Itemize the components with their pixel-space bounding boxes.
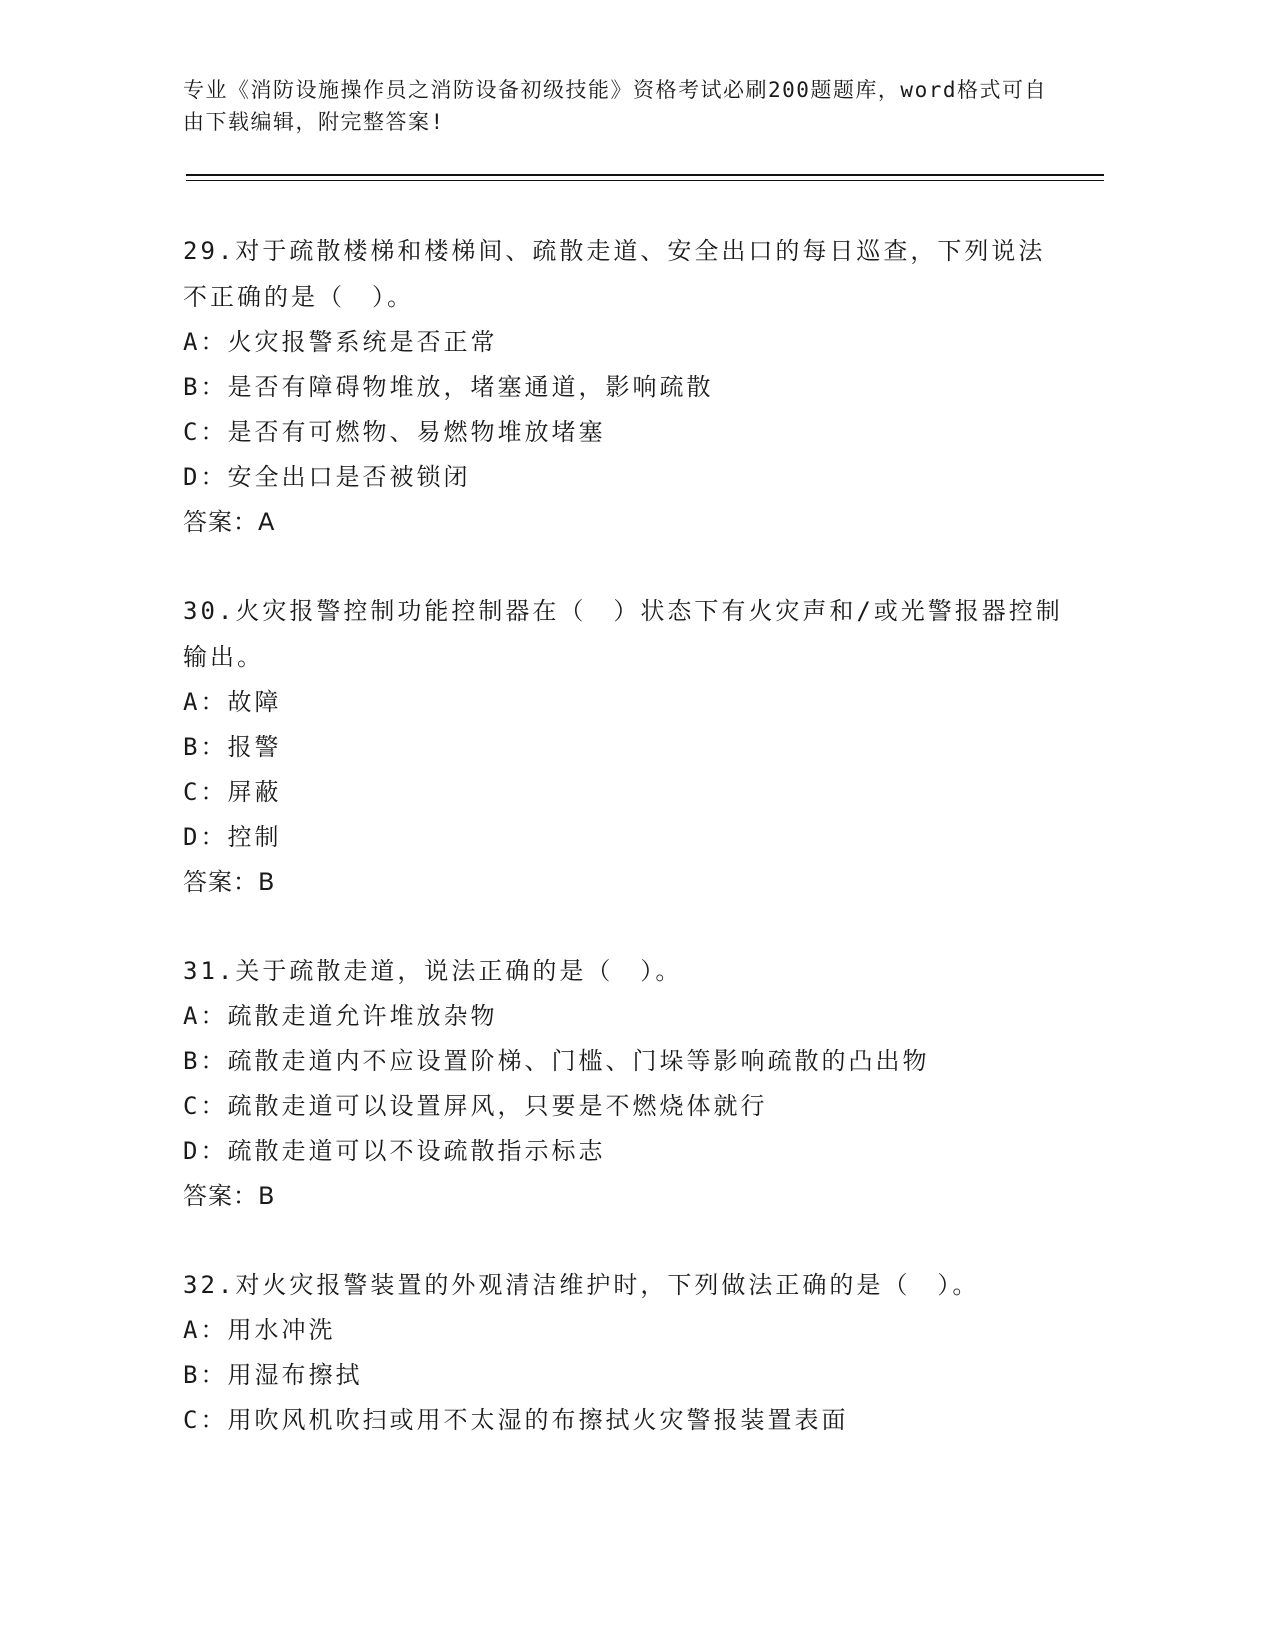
document-intro: 专业《消防设施操作员之消防设备初级技能》资格考试必刷200题题库，word格式可自由下载编辑，附完整答案! bbox=[183, 78, 1047, 134]
question-stem: 30.火灾报警控制功能控制器在（ ）状态下有火灾声和/或光警报器控制输出。 bbox=[183, 597, 1063, 671]
option-c: C：屏蔽 bbox=[183, 778, 282, 806]
option-b: B：是否有障碍物堆放，堵塞通道，影响疏散 bbox=[183, 373, 714, 401]
option-a: A：用水冲洗 bbox=[183, 1316, 336, 1344]
option-d: D：安全出口是否被锁闭 bbox=[183, 463, 471, 491]
option-b: B：报警 bbox=[183, 733, 282, 761]
option-b: B：疏散走道内不应设置阶梯、门槛、门垛等影响疏散的凸出物 bbox=[183, 1047, 930, 1075]
question-30 bbox=[183, 588, 1063, 905]
option-a: A：疏散走道允许堆放杂物 bbox=[183, 1002, 498, 1030]
option-a: A：火灾报警系统是否正常 bbox=[183, 328, 498, 356]
option-d: D：控制 bbox=[183, 823, 282, 851]
option-d: D：疏散走道可以不设疏散指示标志 bbox=[183, 1137, 606, 1165]
header-divider-thin bbox=[186, 180, 1104, 181]
option-c: C：用吹风机吹扫或用不太湿的布擦拭火灾警报装置表面 bbox=[183, 1406, 849, 1434]
option-c: C：疏散走道可以设置屏风，只要是不燃烧体就行 bbox=[183, 1092, 768, 1120]
option-b: B：用湿布擦拭 bbox=[183, 1361, 363, 1389]
question-31 bbox=[183, 948, 1063, 1219]
option-a: A：故障 bbox=[183, 688, 282, 716]
answer-line: 答案：B bbox=[183, 1182, 276, 1210]
header-divider-thick bbox=[186, 174, 1104, 176]
question-list bbox=[183, 228, 1063, 1486]
question-32 bbox=[183, 1262, 1063, 1443]
answer-line: 答案：B bbox=[183, 868, 276, 896]
question-stem: 29.对于疏散楼梯和楼梯间、疏散走道、安全出口的每日巡查，下列说法不正确的是（ ）。 bbox=[183, 237, 1046, 311]
answer-line: 答案：A bbox=[183, 508, 276, 536]
option-c: C：是否有可燃物、易燃物堆放堵塞 bbox=[183, 418, 606, 446]
question-29 bbox=[183, 228, 1063, 545]
question-stem: 31.关于疏散走道，说法正确的是（ ）。 bbox=[183, 957, 683, 985]
question-stem: 32.对火灾报警装置的外观清洁维护时，下列做法正确的是（ ）。 bbox=[183, 1271, 980, 1299]
